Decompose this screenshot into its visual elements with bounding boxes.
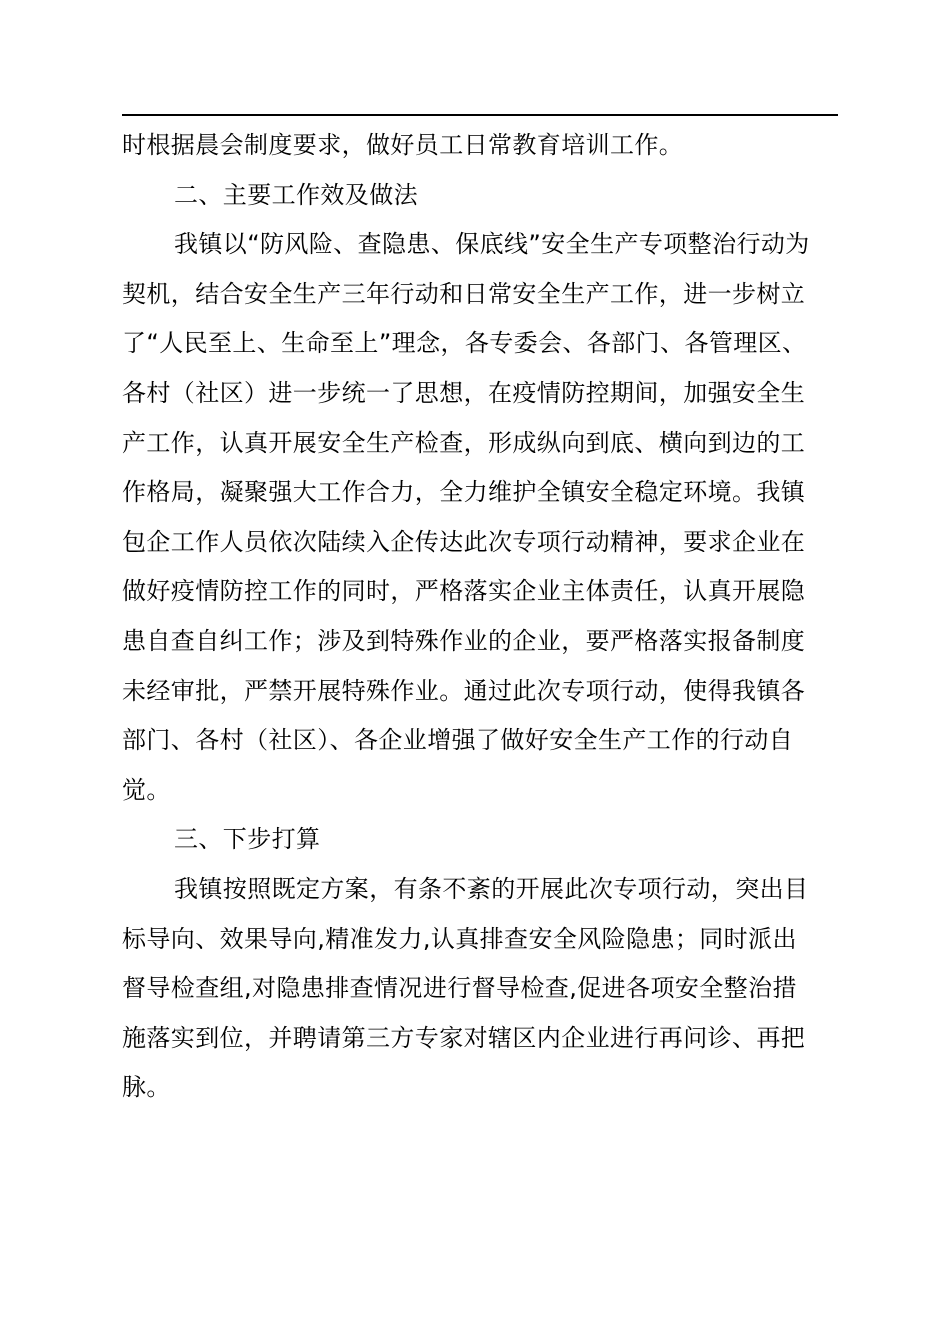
header-rule xyxy=(122,114,838,116)
section-heading-2: 二、主要工作效及做法 xyxy=(174,180,418,209)
paragraph-line: 觉。 xyxy=(122,775,171,804)
paragraph-line: 督导检查组,对隐患排查情况进行督导检查,促进各项安全整治措 xyxy=(122,974,797,1003)
section-heading-3: 三、下步打算 xyxy=(174,825,321,854)
paragraph-line: 各村（社区）进一步统一了思想，在疫情防控期间，加强安全生 xyxy=(122,378,806,407)
paragraph-line: 标导向、效果导向,精准发力,认真排查安全风险隐患；同时派出 xyxy=(122,924,797,953)
paragraph-line: 脉。 xyxy=(122,1073,171,1102)
paragraph-line: 施落实到位，并聘请第三方专家对辖区内企业进行再问诊、再把 xyxy=(122,1023,806,1052)
paragraph-line: 部门、各村（社区）、各企业增强了做好安全生产工作的行动自 xyxy=(122,726,794,755)
paragraph-line: 包企工作人员依次陆续入企传达此次专项行动精神，要求企业在 xyxy=(122,527,806,556)
paragraph-line: 未经审批，严禁开展特殊作业。通过此次专项行动，使得我镇各 xyxy=(122,676,806,705)
paragraph-line: 契机，结合安全生产三年行动和日常安全生产工作，进一步树立 xyxy=(122,279,806,308)
paragraph-line: 我镇以“防风险、查隐患、保底线”安全生产专项整治行动为 xyxy=(174,230,810,259)
paragraph-line: 患自查自纠工作；涉及到特殊作业的企业，要严格落实报备制度 xyxy=(122,626,806,655)
paragraph-line: 我镇按照既定方案，有条不紊的开展此次专项行动，突出目 xyxy=(174,874,809,903)
paragraph-line: 了“人民至上、生命至上”理念，各专委会、各部门、各管理区、 xyxy=(122,329,807,358)
paragraph-line: 做好疫情防控工作的同时，严格落实企业主体责任，认真开展隐 xyxy=(122,577,806,606)
paragraph-line: 产工作，认真开展安全生产检查，形成纵向到底、横向到边的工 xyxy=(122,428,806,457)
document-body xyxy=(122,121,838,1113)
paragraph-line: 作格局，凝聚强大工作合力，全力维护全镇安全稳定环境。我镇 xyxy=(122,478,806,507)
paragraph-line: 时根据晨会制度要求，做好员工日常教育培训工作。 xyxy=(122,131,684,159)
